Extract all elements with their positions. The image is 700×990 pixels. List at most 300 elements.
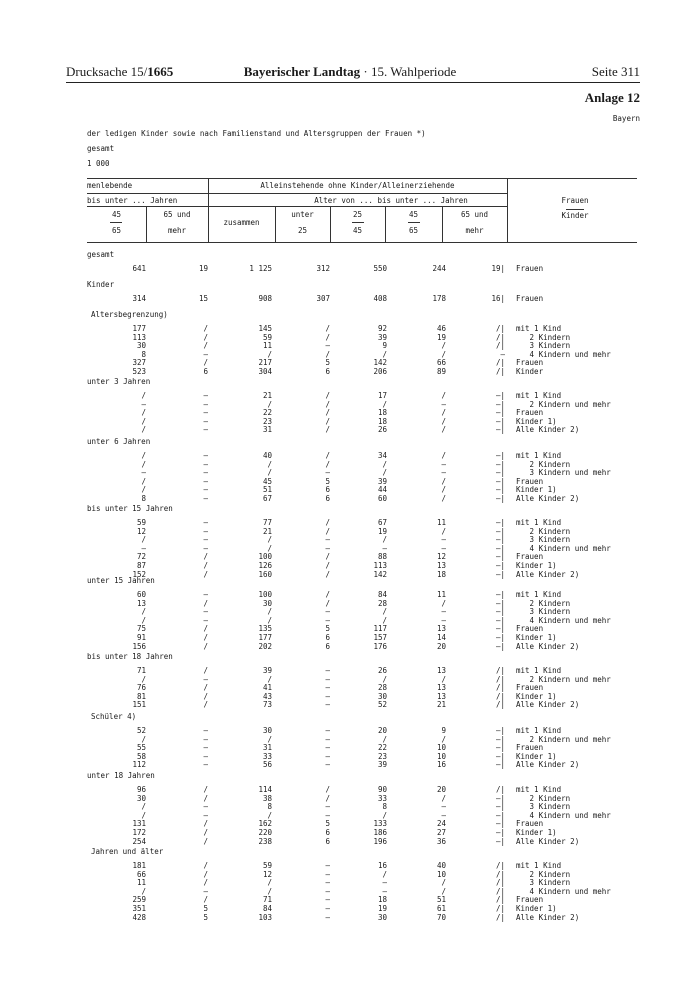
table-cell: 1 125 (249, 264, 272, 273)
table-cell: – (325, 535, 330, 545)
value-column-5 (373, 295, 387, 304)
table-cell: / (203, 358, 208, 368)
row-label: mit 1 Kind (516, 324, 562, 333)
value-column-2 (203, 519, 208, 579)
col-45-65-top: 45 (111, 210, 122, 219)
value-column-1 (132, 519, 146, 579)
table-cell: / (203, 552, 208, 562)
table-cell: 13 (136, 598, 146, 608)
table-cell: /| (495, 785, 505, 794)
row-label: 3 Kindern (516, 341, 571, 351)
table-cell: – (325, 700, 330, 710)
col-45-65b-dash (408, 222, 420, 223)
table-cell: 44 (377, 485, 387, 495)
table-cell: / (441, 526, 446, 536)
table-cell: / (441, 674, 446, 684)
row-label: Alle Kinder 2) (516, 493, 580, 503)
table-cell: – (441, 543, 446, 553)
table-cell: 30 (136, 793, 146, 803)
table-cell: 20 (436, 785, 446, 794)
table-cell: / (441, 793, 446, 803)
table-cell: –| (495, 793, 505, 803)
table-cell: 5 (325, 358, 330, 368)
row-label: 4 Kindern und mehr (516, 615, 611, 625)
table-cell: 33 (377, 793, 387, 803)
row-label: Kinder 1) (516, 560, 557, 570)
table-cell: – (203, 518, 208, 527)
value-column-5 (373, 325, 387, 377)
row-label: 2 Kindern und mehr (516, 734, 611, 744)
table-cell: / (325, 590, 330, 599)
table-cell: 66 (436, 358, 446, 368)
value-column-4 (325, 325, 330, 377)
table-cell: 156 (132, 641, 146, 651)
table-cell: –| (495, 590, 505, 599)
table-cell: – (325, 760, 330, 770)
table-cell: / (325, 793, 330, 803)
table-cell: /| (495, 903, 505, 913)
table-cell: 151 (132, 700, 146, 710)
table-cell: 259 (132, 895, 146, 905)
table-cell: – (500, 349, 505, 359)
row-label: Kinder (516, 366, 544, 376)
table-cell: /| (495, 912, 505, 922)
table-cell: – (203, 590, 208, 599)
col-children: Kinder (561, 211, 589, 220)
value-column-4 (316, 295, 330, 304)
group-single: Alleinstehende ohne Kinder/Alleinerziehende (260, 181, 455, 190)
section-title: Jahren und älter (91, 847, 164, 856)
row-label: 2 Kindern (516, 526, 571, 536)
table-cell: –| (495, 451, 505, 460)
table-cell: 75 (136, 624, 146, 634)
table-cell: – (203, 425, 208, 435)
table-cell: – (203, 485, 208, 495)
group-partners: menlebende (87, 181, 133, 190)
table-cell: / (203, 666, 208, 675)
value-column-6 (441, 452, 446, 504)
col-under-25-top: unter (291, 210, 314, 219)
table-cell: – (203, 459, 208, 469)
table-cell: 39 (377, 332, 387, 342)
row-label: Alle Kinder 2) (516, 569, 580, 579)
table-cell: 61 (436, 903, 446, 913)
sub-left: bis unter ... Jahren (87, 196, 178, 205)
table-cell: 67 (262, 493, 272, 503)
table-cell: 76 (136, 683, 146, 693)
row-label: Frauen (516, 358, 544, 368)
value-column-6 (432, 265, 446, 274)
value-column-6 (437, 786, 446, 846)
table-cell: / (325, 569, 330, 579)
table-cell: / (141, 615, 146, 625)
table-cell: 15 (198, 294, 208, 303)
row-label: Frauen (516, 895, 544, 905)
table-cell: 87 (136, 560, 146, 570)
table-cell: 307 (316, 294, 330, 303)
table-cell: – (203, 399, 208, 409)
value-column-4 (325, 786, 330, 846)
value-column-1 (132, 667, 146, 710)
document-number-value: 1665 (147, 64, 174, 79)
sub-right: Alter von ... bis unter ... Jahren (314, 196, 468, 205)
unit-label: 1 000 (87, 159, 110, 168)
value-column-6 (437, 519, 446, 579)
table-cell: 88 (377, 552, 387, 562)
table-cell: 11 (436, 590, 446, 599)
value-column-3 (258, 325, 272, 377)
table-cell: 16 (436, 760, 446, 770)
table-cell: –| (495, 802, 505, 812)
table-cell: 30 (262, 598, 272, 608)
table-cell: 13 (436, 624, 446, 634)
value-column-1 (132, 727, 146, 770)
table-cell: 19 (377, 526, 387, 536)
row-labels (516, 727, 611, 770)
table-cell: 206 (373, 366, 387, 376)
table-cell: 523 (132, 366, 146, 376)
table-cell: / (203, 641, 208, 651)
document-number-prefix: Drucksache 15/ (66, 64, 148, 79)
table-cell: – (203, 734, 208, 744)
value-column-3 (263, 392, 272, 435)
table-cell: 51 (436, 895, 446, 905)
table-cell: 327 (132, 358, 146, 368)
table-cell: / (382, 468, 387, 478)
table-cell: 13 (436, 683, 446, 693)
col-25-45-bottom: 45 (352, 226, 363, 235)
table-cell: / (325, 459, 330, 469)
value-column-3 (258, 295, 272, 304)
table-cell: – (441, 607, 446, 617)
value-column-6 (437, 325, 446, 377)
table-cell: 6 (325, 485, 330, 495)
table-cell: / (203, 895, 208, 905)
table-cell: – (203, 349, 208, 359)
table-cell: – (441, 468, 446, 478)
value-column-4 (325, 452, 330, 504)
table-cell: 23 (377, 751, 387, 761)
table-cell: 238 (258, 836, 272, 846)
row-label: Frauen (516, 624, 544, 634)
table-cell: 142 (373, 358, 387, 368)
row-label: mit 1 Kind (516, 590, 562, 599)
table-cell: – (203, 607, 208, 617)
table-cell: 408 (373, 294, 387, 303)
value-column-4 (325, 727, 330, 770)
table-cell: 18 (377, 416, 387, 426)
table-cell: / (441, 341, 446, 351)
table-cell: –| (495, 624, 505, 634)
row-label: mit 1 Kind (516, 861, 562, 870)
table-cell: 6 (325, 632, 330, 642)
table-cell: / (382, 869, 387, 879)
table-cell: 39 (377, 476, 387, 486)
table-cell: 244 (432, 264, 446, 273)
table-cell: 314 (132, 294, 146, 303)
table-cell: /| (495, 674, 505, 684)
table-cell: – (141, 399, 146, 409)
table-cell: – (203, 543, 208, 553)
table-cell: – (325, 751, 330, 761)
table-cell: / (203, 878, 208, 888)
row-label: Frauen (516, 552, 544, 562)
table-cell: / (267, 535, 272, 545)
table-cell: 30 (377, 691, 387, 701)
row-label: 4 Kindern und mehr (516, 886, 611, 896)
table-cell: / (441, 476, 446, 486)
table-cell: – (203, 416, 208, 426)
table-cell: / (267, 878, 272, 888)
row-labels (516, 265, 543, 274)
table-cell: 31 (262, 743, 272, 753)
row-labels (516, 862, 611, 922)
value-column-3 (258, 591, 272, 651)
row-label: 4 Kindern und mehr (516, 349, 611, 359)
header-rule-top (87, 178, 637, 179)
table-cell: – (203, 476, 208, 486)
table-cell: – (325, 543, 330, 553)
row-label: Alle Kinder 2) (516, 760, 580, 770)
table-cell: 84 (262, 903, 272, 913)
table-cell: 23 (262, 416, 272, 426)
table-cell: / (441, 391, 446, 400)
table-cell: / (325, 324, 330, 333)
row-label: Kinder 1) (516, 827, 557, 837)
table-cell: / (441, 451, 446, 460)
table-cell: 550 (373, 264, 387, 273)
value-column-1 (132, 265, 146, 274)
table-cell: 77 (262, 518, 272, 527)
row-label: Kinder 1) (516, 416, 557, 426)
table-cell: / (325, 332, 330, 342)
table-cell: 30 (262, 726, 272, 735)
table-cell: 103 (258, 912, 272, 922)
table-cell: –| (495, 543, 505, 553)
table-cell: / (141, 476, 146, 486)
header-rule-group (87, 193, 507, 194)
row-label: 3 Kindern und mehr (516, 468, 611, 478)
table-cell: 641 (132, 264, 146, 273)
table-cell: /| (495, 683, 505, 693)
value-column-1 (132, 591, 146, 651)
table-cell: 113 (132, 332, 146, 342)
table-cell: 81 (136, 691, 146, 701)
table-cell: – (325, 895, 330, 905)
table-cell: – (141, 468, 146, 478)
table-cell: 21 (262, 526, 272, 536)
table-cell: /| (495, 332, 505, 342)
col-under-25-bottom: 25 (297, 226, 308, 235)
table-cell: –| (495, 526, 505, 536)
col-45-65b-top: 45 (408, 210, 419, 219)
table-cell: 26 (377, 666, 387, 675)
table-cell: 11 (136, 878, 146, 888)
col-65-top: 65 und (163, 210, 191, 219)
table-cell: 18 (377, 895, 387, 905)
table-cell: 8 (267, 802, 272, 812)
table-cell: 56 (262, 760, 272, 770)
table-cell: – (141, 543, 146, 553)
value-column-5 (373, 519, 387, 579)
table-cell: –| (495, 416, 505, 426)
header-rule-bottom (87, 242, 637, 243)
table-cell: 133 (373, 819, 387, 829)
table-cell: – (325, 666, 330, 675)
value-column-6 (437, 727, 446, 770)
table-cell: 6 (325, 366, 330, 376)
table-cell: / (382, 734, 387, 744)
table-cell: –| (495, 827, 505, 837)
value-column-7 (496, 667, 505, 710)
table-cell: / (382, 399, 387, 409)
table-cell: –| (495, 569, 505, 579)
table-cell: – (203, 760, 208, 770)
table-cell: / (382, 810, 387, 820)
table-cell: 41 (262, 683, 272, 693)
table-cell: –| (495, 459, 505, 469)
value-column-6 (437, 862, 446, 922)
table-cell: / (267, 607, 272, 617)
row-labels (516, 325, 611, 377)
value-column-1 (132, 295, 146, 304)
table-cell: /| (495, 358, 505, 368)
table-cell: – (325, 861, 330, 870)
row-label: mit 1 Kind (516, 451, 562, 460)
table-cell: / (267, 886, 272, 896)
table-cell: / (203, 819, 208, 829)
table-cell: 20 (377, 726, 387, 735)
col-65b-top: 65 und (460, 210, 489, 219)
value-column-6 (437, 591, 446, 651)
table-cell: /| (495, 341, 505, 351)
table-cell: – (382, 878, 387, 888)
table-cell: –| (495, 836, 505, 846)
table-cell: 45 (262, 476, 272, 486)
row-label: 3 Kindern (516, 607, 571, 617)
value-column-7 (496, 786, 505, 846)
table-cell: 162 (258, 819, 272, 829)
table-cell: / (267, 349, 272, 359)
row-label: 4 Kindern und mehr (516, 543, 611, 553)
table-cell: – (325, 878, 330, 888)
table-cell: 131 (132, 819, 146, 829)
table-cell: 22 (262, 408, 272, 418)
value-column-2 (203, 452, 208, 504)
table-cell: – (203, 802, 208, 812)
value-column-2 (203, 591, 208, 651)
table-cell: 114 (258, 785, 272, 794)
table-cell: / (441, 878, 446, 888)
table-cell: /| (495, 878, 505, 888)
table-cell: 11 (262, 341, 272, 351)
row-label: mit 1 Kind (516, 518, 562, 527)
section-title: unter 18 Jahren (87, 771, 155, 780)
table-cell: / (203, 785, 208, 794)
table-cell: 51 (262, 485, 272, 495)
table-cell: 24 (436, 819, 446, 829)
table-cell: / (441, 734, 446, 744)
table-cell: / (267, 615, 272, 625)
table-cell: / (141, 416, 146, 426)
row-labels (516, 392, 611, 435)
table-cell: – (441, 459, 446, 469)
table-cell: / (382, 459, 387, 469)
col-45-65-dash (110, 222, 122, 223)
table-cell: 112 (132, 760, 146, 770)
table-cell: / (382, 674, 387, 684)
value-column-2 (199, 295, 208, 304)
value-column-6 (437, 667, 446, 710)
table-cell: 16 (377, 861, 387, 870)
row-label: 2 Kindern (516, 459, 571, 469)
table-cell: 40 (436, 861, 446, 870)
table-cell: – (441, 535, 446, 545)
value-column-3 (263, 667, 272, 710)
table-cell: 8 (141, 493, 146, 503)
value-column-1 (141, 452, 146, 504)
table-cell: – (441, 802, 446, 812)
table-cell: – (203, 810, 208, 820)
value-column-4 (325, 519, 330, 579)
table-cell: –| (495, 425, 505, 435)
table-cell: 5 (325, 476, 330, 486)
table-cell: / (203, 683, 208, 693)
table-cell: / (141, 459, 146, 469)
table-cell: – (325, 743, 330, 753)
table-cell: 177 (132, 324, 146, 333)
section-title: Altersbegrenzung) (91, 310, 168, 319)
table-cell: / (267, 468, 272, 478)
section-title: bis unter 18 Jahren (87, 652, 173, 661)
value-column-4 (325, 392, 330, 435)
table-cell: / (267, 674, 272, 684)
table-cell: /| (495, 366, 505, 376)
table-cell: – (325, 468, 330, 478)
table-cell: 59 (262, 332, 272, 342)
row-label: 3 Kindern (516, 535, 571, 545)
table-cell: / (141, 485, 146, 495)
table-cell: 31 (262, 425, 272, 435)
value-column-7 (491, 295, 505, 304)
table-cell: –| (495, 598, 505, 608)
row-label: Alle Kinder 2) (516, 912, 580, 922)
table-cell: / (203, 341, 208, 351)
table-cell: 66 (136, 869, 146, 879)
table-cell: – (325, 903, 330, 913)
table-cell: / (141, 734, 146, 744)
table-cell: /| (495, 700, 505, 710)
table-cell: 18 (377, 408, 387, 418)
col-25-45-top: 25 (352, 210, 363, 219)
value-column-4 (316, 265, 330, 274)
table-cell: / (382, 349, 387, 359)
col-65b-bottom: mehr (465, 226, 484, 235)
value-column-1 (141, 392, 146, 435)
table-cell: –| (495, 552, 505, 562)
table-cell: 135 (258, 624, 272, 634)
row-label: 2 Kindern (516, 793, 571, 803)
row-label: Frauen (516, 408, 544, 418)
table-cell: / (325, 785, 330, 794)
table-cell: –| (495, 615, 505, 625)
table-cell: – (325, 869, 330, 879)
row-label: 2 Kindern (516, 598, 571, 608)
table-cell: – (325, 615, 330, 625)
table-cell: 5 (325, 624, 330, 634)
table-cell: –| (495, 535, 505, 545)
value-column-2 (203, 862, 208, 922)
